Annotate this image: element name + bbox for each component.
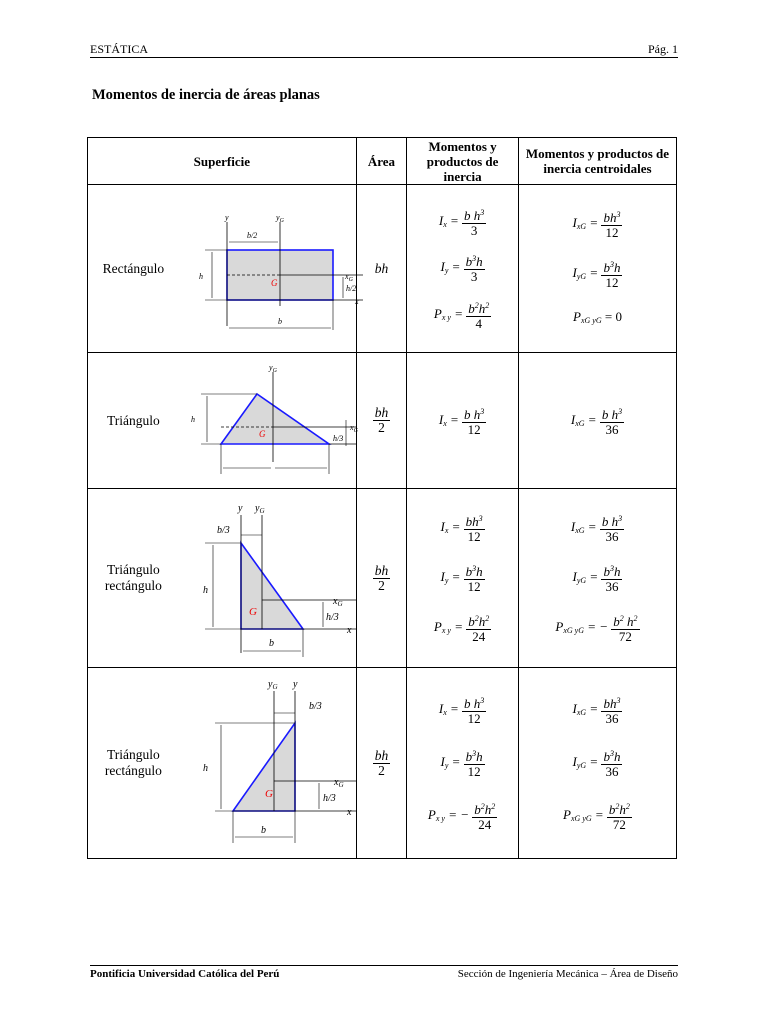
footer-rule <box>90 965 678 966</box>
table-row-right-triangle-left <box>88 489 677 668</box>
triangle-diagram <box>185 358 358 478</box>
svg-text:xG: $x_G$ <box>333 776 344 789</box>
right-triangle-left-area: $\frac{bh}{2}$ <box>356 489 407 668</box>
rectangle-diagram <box>185 196 359 336</box>
inertia-table <box>87 137 677 859</box>
svg-text:xG: $x_G$ <box>332 596 343 608</box>
svg-text:x: x <box>354 297 359 306</box>
svg-text:h/3: h/3 <box>325 612 339 623</box>
header-page-number: Pág. 1 <box>648 42 678 56</box>
svg-text:h/3: h/3 <box>332 434 343 443</box>
right-triangle-left-moments: $I_x$ = $\frac{bh^3}{12}$ $I_y$ = $\frac{b^3h}{12}$ $P_{x y}$ = $\frac{b^2h^2}{24}$ <box>407 489 519 668</box>
svg-text:xG: $x_G$ <box>344 272 353 283</box>
right-triangle-right-moments: $I_x$ = $\frac{b h^3}{12}$ $I_y$ = $\frac{b^3h}{12}$ $P_{x y}$ = − $\frac{b^2h^2}{24}$ <box>407 668 519 859</box>
svg-text:yG: $y_G$ <box>275 213 284 224</box>
svg-text:xG: $x_G$ <box>349 423 358 434</box>
right-triangle-right-area: $\frac{bh}{2}$ <box>356 668 407 859</box>
svg-text:G: G <box>258 429 266 439</box>
table-row-triangle <box>88 353 677 489</box>
svg-text:h: h <box>198 272 203 281</box>
svg-text:G: G <box>270 278 278 288</box>
page-title: Momentos de inercia de áreas planas <box>92 87 320 103</box>
svg-text:b/2: b/2 <box>246 231 257 240</box>
table-row-rectangle <box>88 185 677 353</box>
footer-department: Sección de Ingeniería Mecánica – Área de Diseño <box>457 968 678 980</box>
svg-text:y: y <box>237 503 243 514</box>
header-moments: Momentos y productos de inercia <box>407 138 519 185</box>
footer-university: Pontificia Universidad Católica del Perú <box>90 968 280 980</box>
svg-text:b/3: b/3 <box>216 525 230 536</box>
svg-text:G: G <box>248 606 257 618</box>
shape-label: Triángulo rectángulo <box>88 489 179 668</box>
svg-text:yG: $y_G$ <box>268 363 277 374</box>
rectangle-centroidal: $I_{xG}$ = $\frac{bh^3}{12}$ $I_{yG}$ = $\frac{b^3h}{12}$ $P_{xG yG} = 0$ <box>518 185 676 353</box>
triangle-diagram-cell <box>179 353 356 489</box>
triangle-shape <box>221 394 329 444</box>
svg-text:b: b <box>260 824 266 836</box>
rectangle-area: bh <box>356 185 407 353</box>
svg-text:h: h <box>202 762 208 774</box>
svg-text:b/3: b/3 <box>308 700 322 712</box>
header-rule <box>90 57 678 58</box>
right-triangle-right-diagram-cell <box>179 668 356 859</box>
svg-text:b: b <box>277 317 282 326</box>
table-row-right-triangle-right <box>88 668 677 859</box>
page-header <box>90 42 678 58</box>
rectangle-moments: $I_x$ = $\frac{b h^3}{3}$ $I_y$ = $\frac{b^3h}{3}$ $P_{x y}$ = $\frac{b^2h^2}{4}$ <box>407 185 519 353</box>
svg-text:G: G <box>264 787 273 800</box>
shape-label: Rectángulo <box>88 185 179 353</box>
svg-text:h: h <box>190 415 195 424</box>
right-triangle-left-diagram <box>185 493 350 658</box>
right-triangle-right-centroidal: $I_{xG}$ = $\frac{bh^3}{36}$ $I_{yG}$ = $\frac{b^3h}{36}$ $P_{xG yG}$ = $\frac{b^2h^2}{72}$ <box>518 668 676 859</box>
right-triangle-right-diagram <box>185 671 350 851</box>
right-triangle-left-centroidal: $I_{xG}$ = $\frac{b h^3}{36}$ $I_{yG}$ = $\frac{b^3h}{36}$ $P_{xG yG}$ = − $\frac{b^2 h^2}{72}$ <box>518 489 676 668</box>
svg-text:h/3: h/3 <box>322 792 336 804</box>
svg-text:h/2: h/2 <box>345 284 356 293</box>
svg-text:b: b <box>268 638 274 649</box>
header-surface: Superficie <box>88 138 357 185</box>
triangle-centroidal: $I_{xG}$ = $\frac{b h^3}{36}$ <box>518 353 676 489</box>
table-header-row <box>88 138 677 185</box>
triangle-area: $\frac{bh}{2}$ <box>356 353 407 489</box>
right-triangle-shape <box>233 723 295 811</box>
svg-text:y: y <box>224 213 229 222</box>
svg-text:x: x <box>346 806 352 818</box>
header-course: ESTÁTICA <box>90 42 148 56</box>
shape-label: Triángulo rectángulo <box>88 668 179 859</box>
header-centroidal: Momentos y productos de inercia centroidales <box>518 138 676 185</box>
svg-text:yG: $y_G$ <box>267 678 278 691</box>
svg-text:y: y <box>292 678 298 690</box>
svg-text:x: x <box>346 625 352 636</box>
right-triangle-left-diagram-cell <box>179 489 356 668</box>
rectangle-diagram-cell <box>179 185 359 353</box>
svg-text:h: h <box>202 585 208 596</box>
header-area: Área <box>356 138 407 185</box>
triangle-moments: $I_x$ = $\frac{b h^3}{12}$ <box>407 353 519 489</box>
svg-text:yG: $y_G$ <box>254 503 265 515</box>
shape-label: Triángulo <box>88 353 179 489</box>
